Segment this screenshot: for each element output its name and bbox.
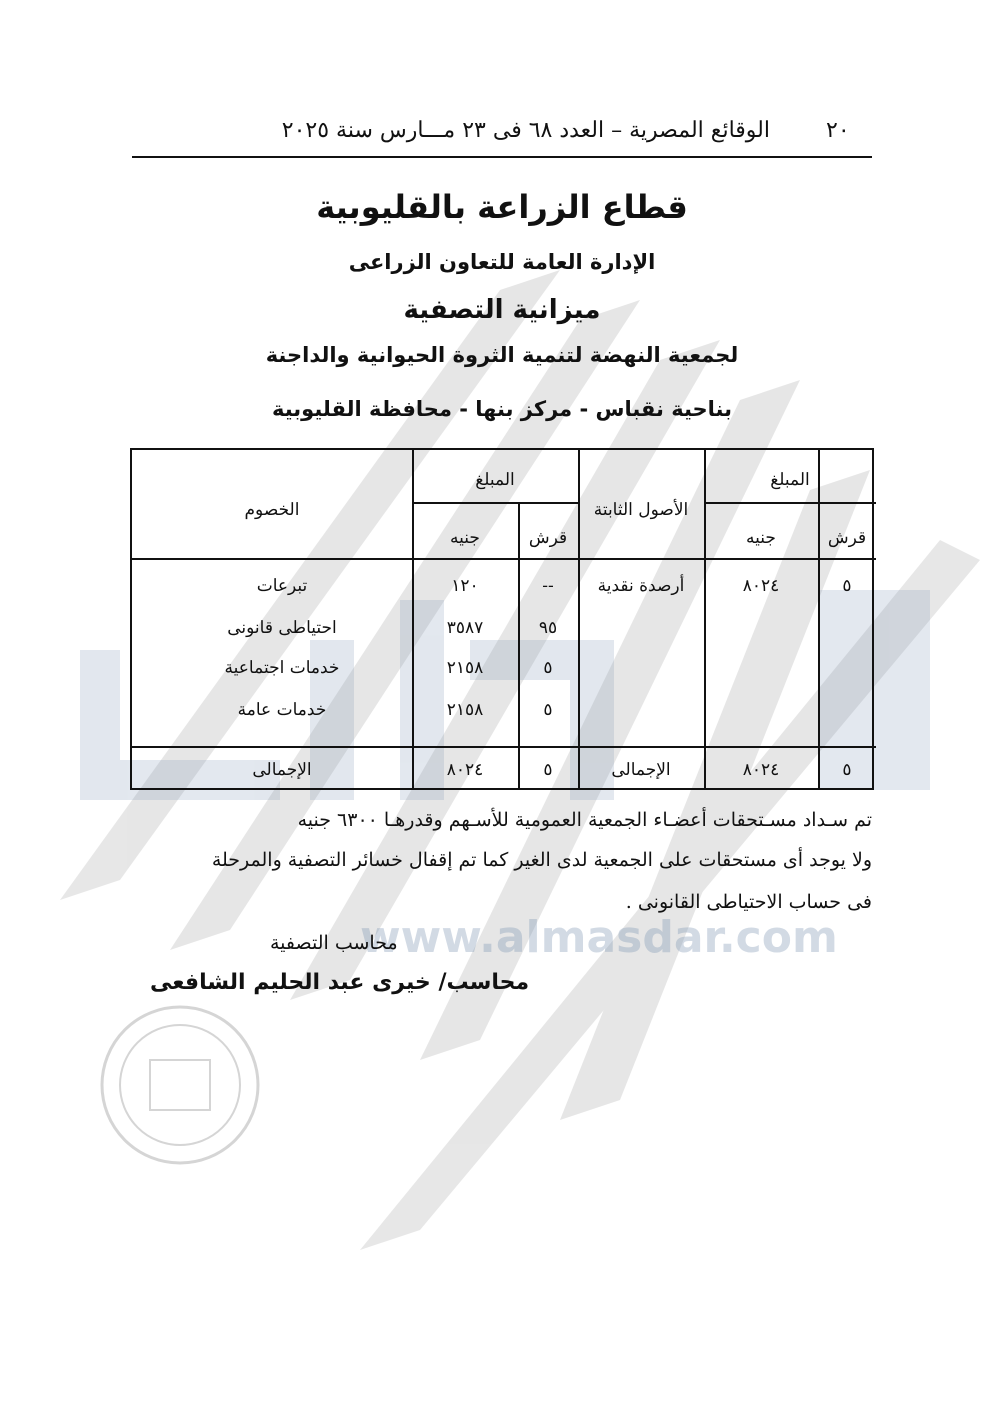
liability-name: خدمات عامة bbox=[237, 700, 327, 720]
asset-pound: ٨٠٢٤ bbox=[742, 576, 780, 596]
table-divider bbox=[412, 502, 578, 504]
liability-name: تبرعات bbox=[256, 576, 308, 596]
seal-stamp bbox=[102, 1007, 258, 1163]
liabilities-total-pound: ٨٠٢٤ bbox=[446, 760, 484, 780]
assets-total-pound: ٨٠٢٤ bbox=[742, 760, 780, 780]
sector-title: قطاع الزراعة بالقليوبية bbox=[316, 188, 688, 226]
liability-name: احتياطى قانونى bbox=[227, 618, 337, 638]
signature-title: محاسب التصفية bbox=[270, 932, 398, 954]
budget-title: ميزانية التصفية bbox=[403, 295, 601, 325]
table-divider bbox=[704, 450, 706, 788]
header-piaster-assets: قرش bbox=[827, 528, 867, 548]
liability-name: خدمات اجتماعية bbox=[224, 658, 340, 678]
department-title: الإدارة العامة للتعاون الزراعى bbox=[348, 250, 656, 274]
asset-name: أرصدة نقدية bbox=[597, 576, 685, 596]
liability-piaster: -- bbox=[542, 576, 554, 596]
header-piaster: قرش bbox=[528, 528, 568, 548]
liability-pound: ٣٥٨٧ bbox=[446, 618, 484, 638]
liability-pound: ١٢٠ bbox=[451, 576, 479, 596]
header-pound: جنيه bbox=[450, 528, 480, 548]
assets-total-piaster: ٥ bbox=[842, 760, 852, 780]
liabilities-total-label: الإجمالى bbox=[252, 760, 312, 780]
header-rule bbox=[132, 156, 872, 158]
table-divider bbox=[704, 502, 876, 504]
header-amount-assets: المبلغ bbox=[770, 470, 810, 490]
paragraph-line: تم سـداد مسـتحقات أعضـاء الجمعية العمومية للأسـهم وقدرهـا ٦٣٠٠ جنيه bbox=[297, 809, 872, 831]
paragraph-line: فى حساب الاحتياطى القانونى . bbox=[625, 891, 872, 913]
paragraph-line: ولا يوجد أى مستحقات على الجمعية لدى الغير كما تم إقفال خسائر التصفية والمرحلة bbox=[211, 849, 872, 871]
asset-piaster: ٥ bbox=[842, 576, 852, 596]
liability-piaster: ٥ bbox=[543, 700, 553, 720]
assets-total-label: الإجمالى bbox=[611, 760, 671, 780]
liability-piaster: ٥ bbox=[543, 658, 553, 678]
header-liabilities: الخصوم bbox=[244, 500, 300, 520]
table-divider bbox=[132, 558, 876, 560]
table-divider bbox=[818, 450, 820, 788]
running-title: الوقائع المصرية – العدد ٦٨ فى ٢٣ مـــارس سنة ٢٠٢٥ bbox=[281, 118, 770, 143]
liability-pound: ٢١٥٨ bbox=[446, 700, 484, 720]
liability-piaster: ٩٥ bbox=[538, 618, 558, 638]
location-title: بناحية نقباس - مركز بنها - محافظة القليوبية bbox=[271, 397, 733, 421]
liability-pound: ٢١٥٨ bbox=[446, 658, 484, 678]
header-fixed-assets: الأصول الثابتة bbox=[593, 500, 689, 520]
header-pound-assets: جنيه bbox=[746, 528, 776, 548]
watermark-site: www.almasdar.com bbox=[360, 912, 838, 963]
association-title: لجمعية النهضة لتنمية الثروة الحيوانية والداجنة bbox=[265, 343, 739, 367]
liabilities-total-piaster: ٥ bbox=[543, 760, 553, 780]
header-amount: المبلغ bbox=[475, 470, 515, 490]
liquidation-table bbox=[130, 448, 874, 790]
signature-name: محاسب/ خيرى عبد الحليم الشافعى bbox=[150, 970, 530, 995]
page-number: ٢٠ bbox=[826, 118, 850, 143]
table-divider bbox=[132, 746, 876, 748]
